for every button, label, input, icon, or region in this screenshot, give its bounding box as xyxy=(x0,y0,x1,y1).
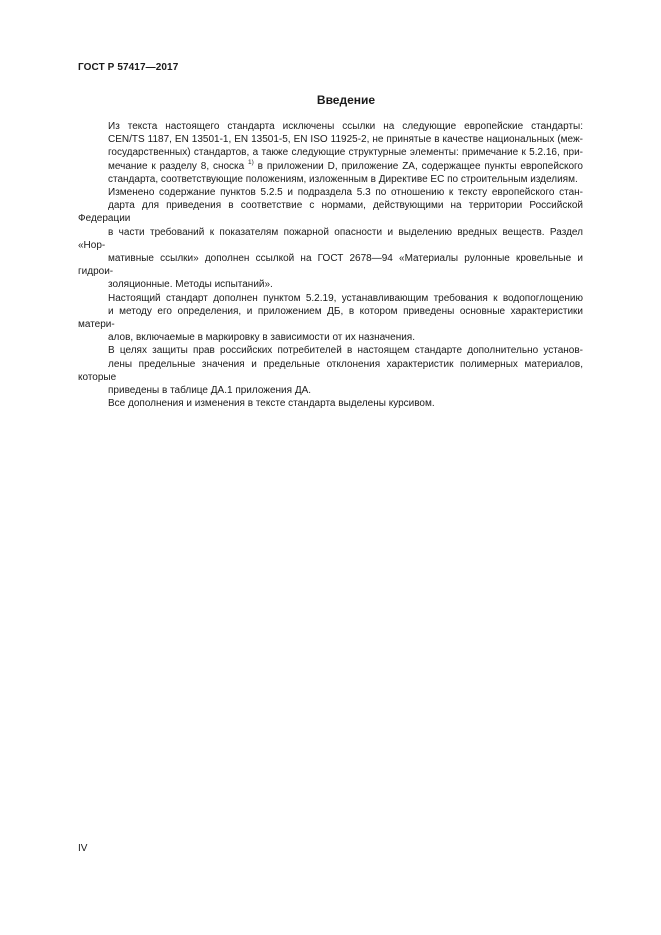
text-line: Настоящий стандарт дополнен пунктом 5.2.19, устанавливающим требования к водопоглощению xyxy=(108,292,583,304)
section-title: Введение xyxy=(316,93,376,107)
paragraph-italic-note xyxy=(78,397,583,410)
text-line: Все дополнения и изменения в тексте стандарта выделены курсивом. xyxy=(108,398,435,410)
text-line: В целях защиты прав российских потребителей в настоящем стандарте дополнительно установ- xyxy=(108,345,583,357)
text-line-with-footnote xyxy=(78,160,583,173)
page-number: IV xyxy=(78,843,88,854)
paragraph-supplemented-clause xyxy=(78,292,583,345)
text-line: дарта для приведения в соответствие с нормами, действующими на территории Российской Федерации xyxy=(78,200,583,225)
document-header: ГОСТ Р 57417—2017 xyxy=(78,62,179,73)
text-line: государственных) стандартов, а также следующие структурные элементы: примечание к 5.2.16, при- xyxy=(108,147,583,159)
paragraph-excluded-references xyxy=(78,120,583,186)
text-line: Из текста настоящего стандарта исключены ссылки на следующие европейские стандарты: xyxy=(108,121,583,132)
text-line: алов, включаемые в маркировку в зависимости от их назначения. xyxy=(108,332,416,344)
text-line: Изменено содержание пунктов 5.2.5 и подраздела 5.3 по отношению к тексту европейского стан- xyxy=(108,187,583,199)
text-fragment: мечание к разделу 8, сноска xyxy=(108,160,249,172)
text-line: стандарта, соответствующие положениям, изложенным в Директиве ЕС по строительным изделиям. xyxy=(108,173,578,185)
text-line: мативные ссылки» дополнен ссылкой на ГОСТ 2678—94 «Материалы рулонные кровельные и гидрои- xyxy=(78,253,583,278)
paragraph-changed-content xyxy=(78,186,583,292)
text-line: и методу его определения, и приложением ДБ, в котором приведены основные характеристики матери- xyxy=(78,305,583,331)
paragraph-consumer-protection xyxy=(78,344,583,397)
text-line: золяционные. Методы испытаний». xyxy=(108,279,273,291)
text-line: CEN/TS 1187, EN 13501-1, EN 13501-5, EN ISO 11925-2, не принятые в качестве национальных (меж- xyxy=(108,134,583,146)
footnote-mark: 1) xyxy=(248,158,254,166)
introduction-body xyxy=(78,120,583,410)
text-line: в части требований к показателям пожарной опасности и выделению вредных веществ. Раздел «Нор- xyxy=(78,226,583,251)
text-line: лены предельные значения и предельные отклонения характеристик полимерных материалов, которые xyxy=(78,358,583,383)
text-line: приведены в таблице ДА.1 приложения ДА. xyxy=(108,385,312,397)
text-fragment: в приложении D, приложение ZA, содержащее пункты европейского xyxy=(253,160,583,172)
